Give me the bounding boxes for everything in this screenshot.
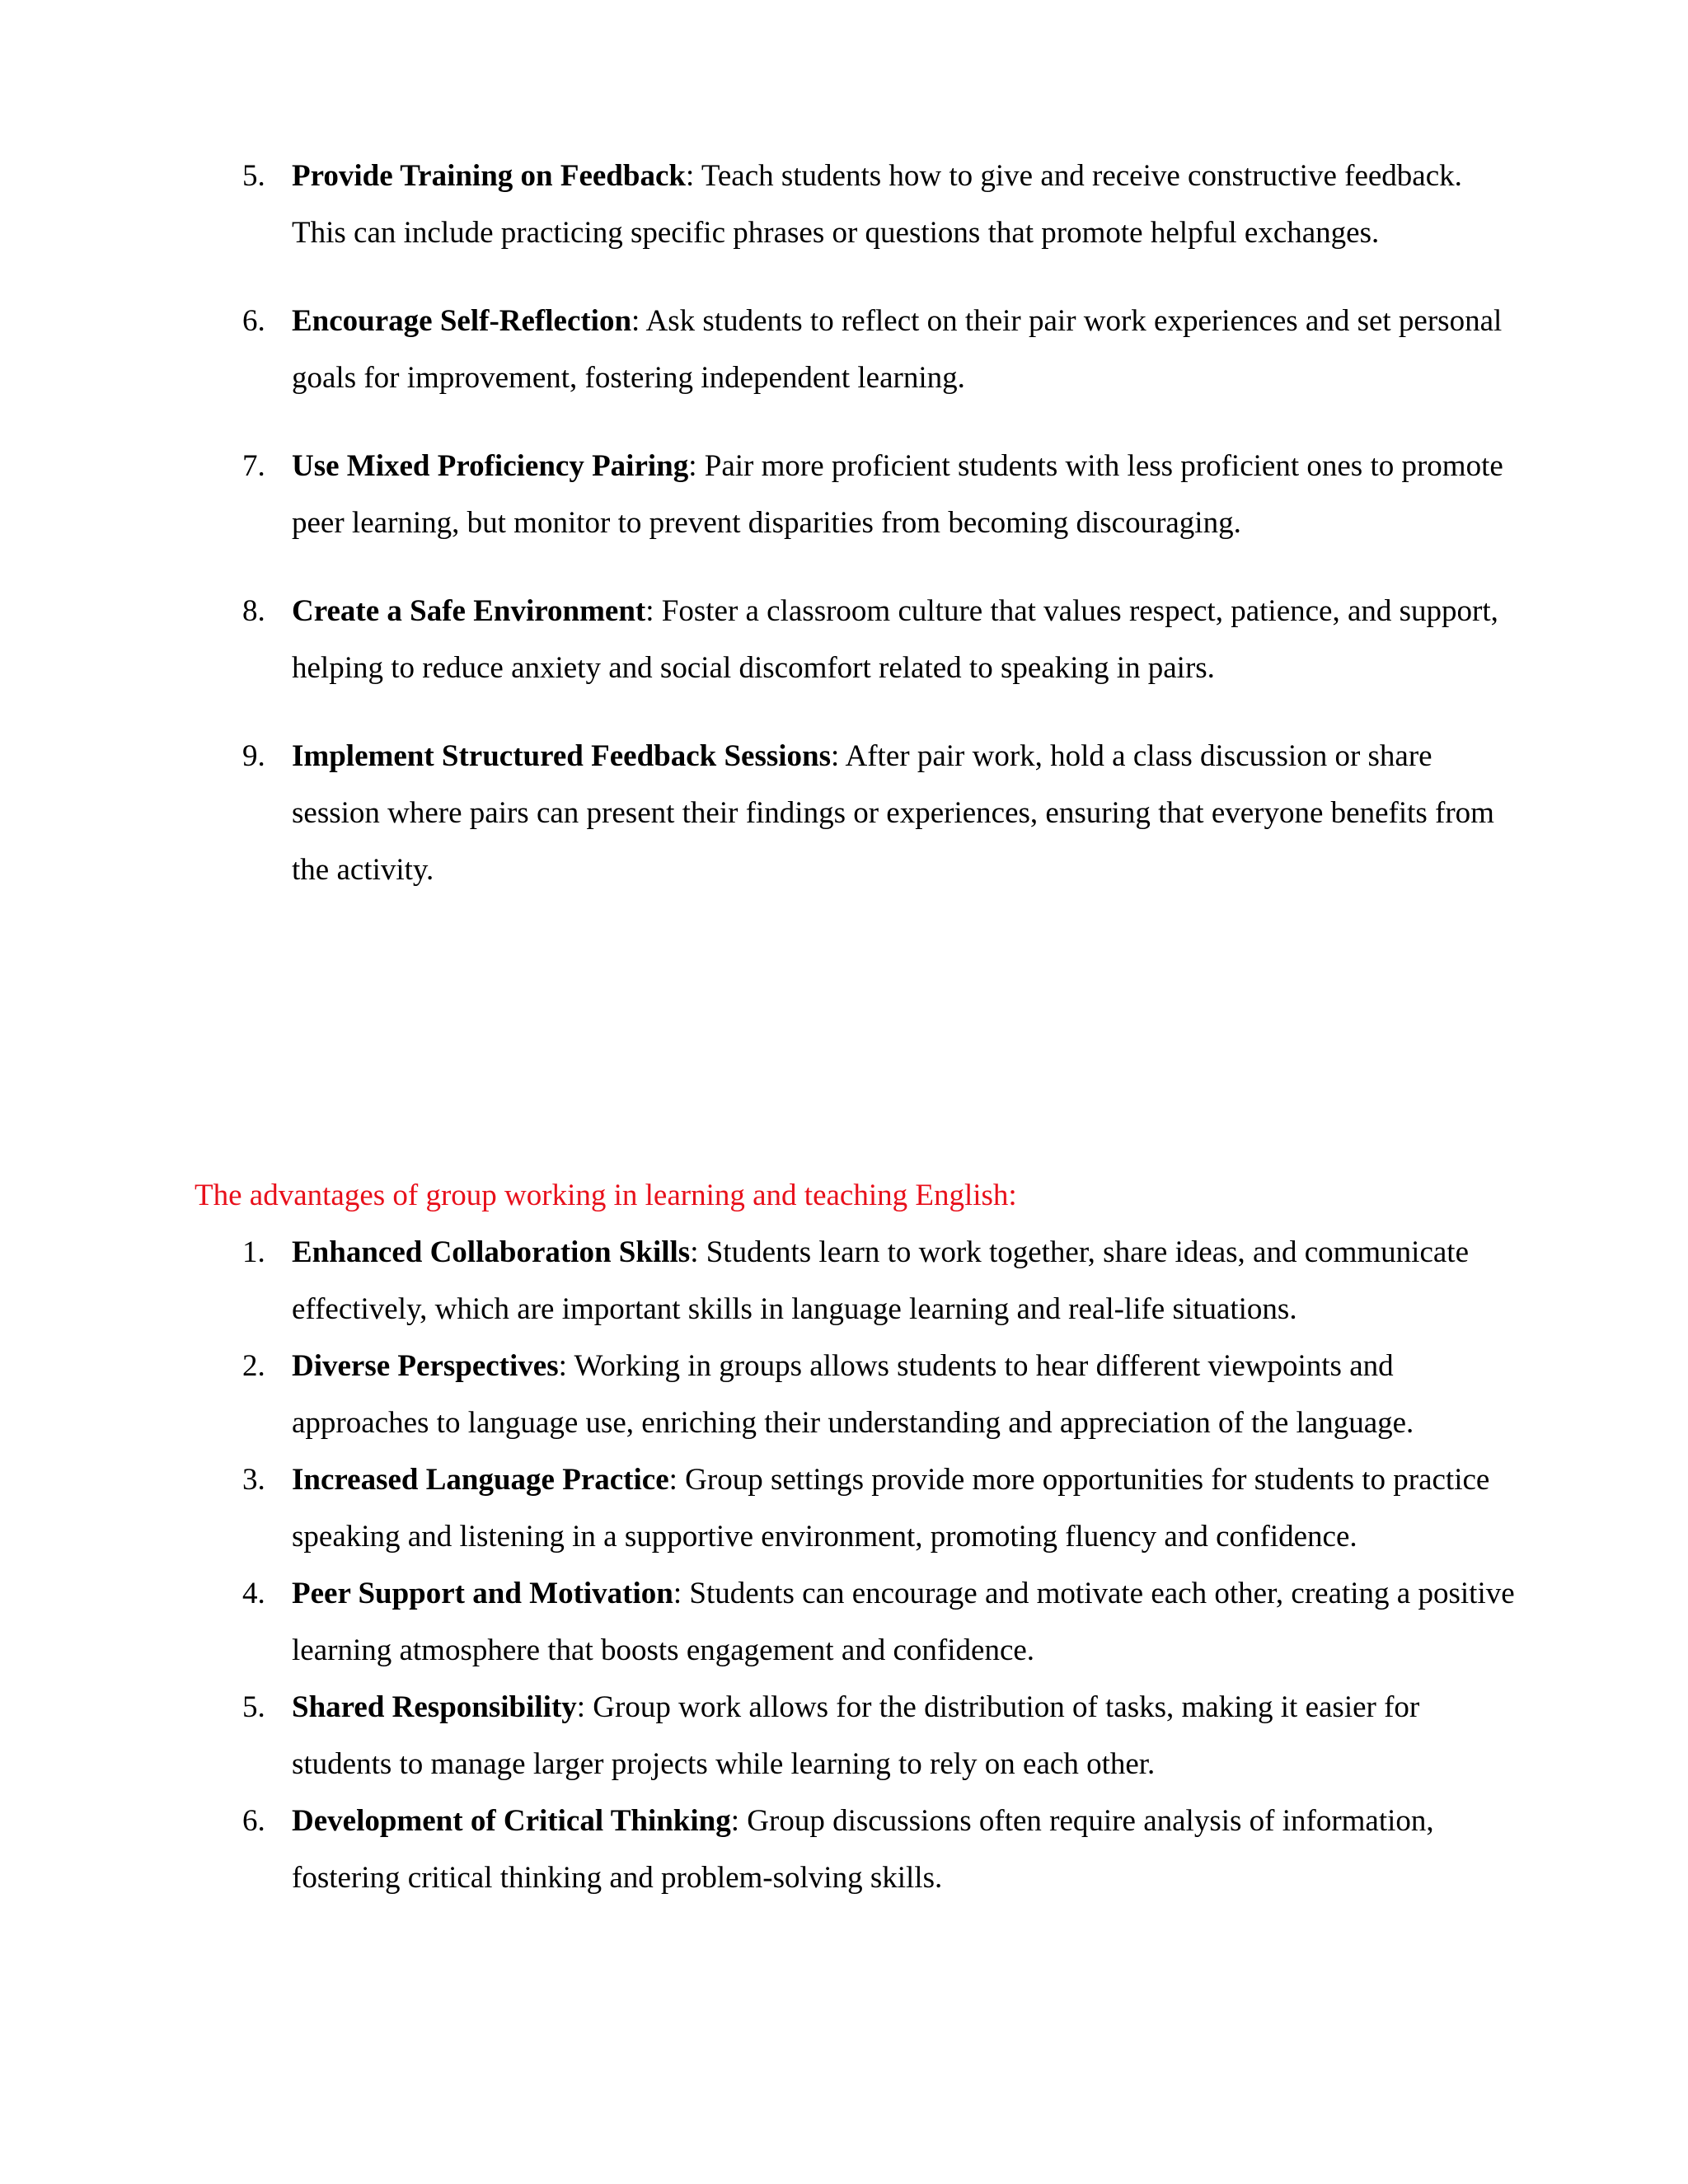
- list-item-number: 4.: [242, 1577, 265, 1610]
- list-item: [0, 583, 1688, 696]
- list-item: [0, 728, 1688, 898]
- list-item-text: : Ask students to reflect on their pair work experiences and set personal goals for improvement, fostering independent learning.: [292, 304, 1503, 395]
- list-item: [0, 1679, 1688, 1793]
- list-item-text: : After pair work, hold a class discussion or share session where pairs can present their findings or experiences, ensuring that everyone benefits from the activity.: [292, 739, 1494, 887]
- list-item-term: Increased Language Practice: [292, 1463, 669, 1497]
- list-item: [0, 1565, 1688, 1679]
- list-item: [0, 1338, 1688, 1451]
- list-item-term: Use Mixed Proficiency Pairing: [292, 449, 689, 483]
- list-item: [0, 293, 1688, 406]
- list-item-number: 2.: [242, 1349, 265, 1383]
- list-item-term: Enhanced Collaboration Skills: [292, 1235, 691, 1269]
- list-item-number: 5.: [242, 159, 265, 193]
- list-item-number: 6.: [242, 1804, 265, 1838]
- list-item-term: Create a Safe Environment: [292, 594, 646, 628]
- list-item-text: : Group discussions often require analysis of information, fostering critical thinking and problem-solving skills.: [292, 1804, 1434, 1895]
- list-item-term: Provide Training on Feedback: [292, 159, 686, 193]
- list-item-number: 9.: [242, 739, 265, 773]
- list-item-text: : Students can encourage and motivate each other, creating a positive learning atmosphere that boosts engagement and confidence.: [292, 1577, 1515, 1667]
- list-item-term: Diverse Perspectives: [292, 1349, 559, 1383]
- list-item: [0, 1451, 1688, 1565]
- list-item-text: : Group work allows for the distribution of tasks, making it easier for students to manage larger projects while learning to rely on each other.: [292, 1690, 1420, 1781]
- list-item-term: Peer Support and Motivation: [292, 1577, 673, 1610]
- list-item-number: 5.: [242, 1690, 265, 1724]
- list-item-number: 1.: [242, 1235, 265, 1269]
- list-item-text: : Students learn to work together, share ideas, and communicate effectively, which are important skills in language learning and real-life situations.: [292, 1235, 1470, 1326]
- list-item-term: Development of Critical Thinking: [292, 1804, 731, 1838]
- list-item: [0, 1224, 1688, 1338]
- list-item: [0, 438, 1688, 551]
- group-work-advantages-list: [0, 1224, 1688, 1906]
- list-item-text: : Foster a classroom culture that values respect, patience, and support, helping to reduce anxiety and social discomfort related to speaking in pairs.: [292, 594, 1498, 685]
- section-heading: The advantages of group working in learning and teaching English:: [195, 1179, 1017, 1212]
- list-item-term: Implement Structured Feedback Sessions: [292, 739, 832, 773]
- list-item-number: 3.: [242, 1463, 265, 1497]
- list-item-text: : Pair more proficient students with less proficient ones to promote peer learning, but monitor to prevent disparities from becoming discouraging.: [292, 449, 1503, 540]
- list-item-text: : Teach students how to give and receive constructive feedback. This can include practicing specific phrases or questions that promote helpful exchanges.: [292, 159, 1462, 250]
- list-item: [0, 148, 1688, 261]
- list-item-number: 7.: [242, 449, 265, 483]
- list-item-term: Shared Responsibility: [292, 1690, 577, 1724]
- list-item: [0, 1793, 1688, 1906]
- list-item-number: 6.: [242, 304, 265, 338]
- list-item-text: : Group settings provide more opportunities for students to practice speaking and listening in a supportive environment, promoting fluency and confidence.: [292, 1463, 1490, 1554]
- list-item-text: : Working in groups allows students to hear different viewpoints and approaches to language use, enriching their understanding and appreciation of the language.: [292, 1349, 1414, 1440]
- pair-work-tips-list: [0, 148, 1688, 930]
- list-item-term: Encourage Self-Reflection: [292, 304, 632, 338]
- list-item-number: 8.: [242, 594, 265, 628]
